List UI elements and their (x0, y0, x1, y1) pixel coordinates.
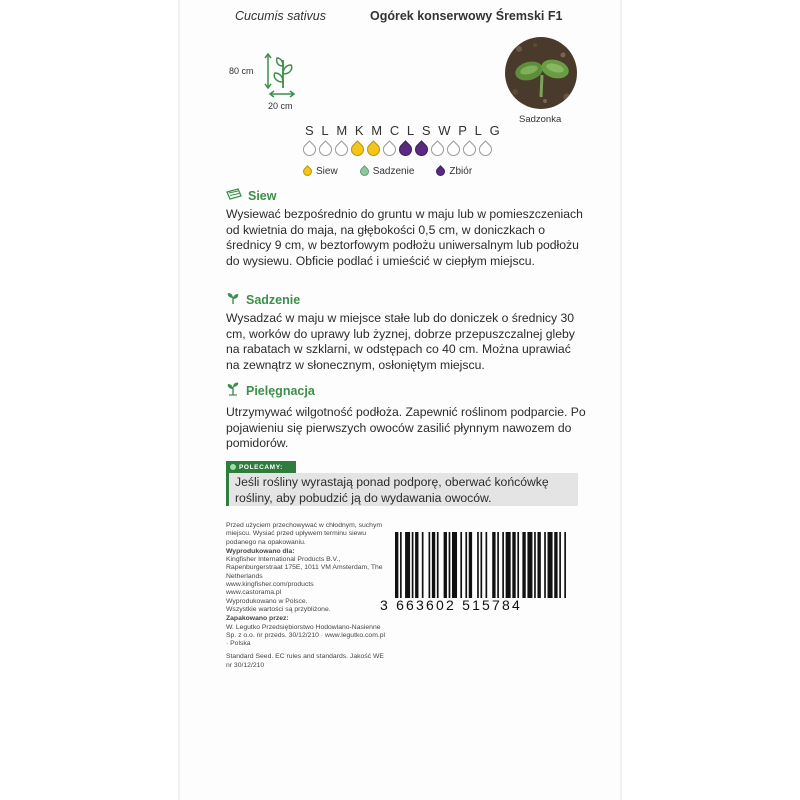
barcode-bar (527, 532, 532, 598)
month-label: G (489, 123, 500, 138)
barcode-bar (548, 532, 553, 598)
barcode-bar (492, 532, 495, 598)
packed-by-label: Zapakowano przez: (226, 615, 289, 623)
month-label: L (406, 123, 415, 138)
barcode-bar (506, 532, 511, 598)
section-sadzenie-title: Sadzenie (246, 293, 301, 307)
barcode-bar (534, 532, 536, 598)
legend-sow-label: Siew (316, 166, 338, 177)
month-label: W (438, 123, 451, 138)
barcode-bar (395, 532, 398, 598)
url-kingfisher: www.kingfisher.com/products (226, 581, 314, 589)
barcode-bar (400, 532, 402, 598)
barcode-bar (559, 532, 561, 598)
section-sadzenie (226, 292, 300, 308)
barcode-bar (502, 532, 504, 598)
photo-caption: Sadzonka (519, 114, 562, 125)
calendar-marker-sow (348, 140, 366, 158)
legend-plant (360, 166, 415, 177)
barcode-bar (497, 532, 499, 598)
section-pielegnacja-title: Pielęgnacja (246, 383, 315, 398)
barcode-bar (429, 532, 431, 598)
harvest-marker-icon (435, 165, 448, 178)
barcode-bar (537, 532, 540, 598)
calendar-marker-harvest (412, 140, 430, 158)
calendar-marker-empty (476, 140, 494, 158)
barcode-bar (486, 532, 488, 598)
calendar-marker-sow (364, 140, 382, 158)
plant-spacing-label: 20 cm (268, 101, 293, 111)
month-label: L (474, 123, 483, 138)
month-label: C (389, 123, 400, 138)
barcode-bar (554, 532, 557, 598)
section-siew (226, 188, 277, 203)
polecamy-label: POLECAMY: (239, 463, 283, 471)
care-plant-icon (226, 382, 240, 399)
barcode-bar (437, 532, 439, 598)
barcode-number: 3 663602 515784 (380, 597, 522, 613)
seedling-photo (505, 37, 577, 109)
recommend-icon (230, 464, 236, 470)
section-siew-title: Siew (248, 188, 277, 203)
barcode-bar (415, 532, 418, 598)
plant-height-label: 80 cm (229, 66, 254, 76)
month-label: L (321, 123, 329, 138)
packed-by-text: W. Legutko Przedsiębiorstwo Hodowlano-Nasienne Sp. z o.o. nr przeds. 30/12/210 · www.legutko.com.pl · Polska (226, 623, 386, 648)
calendar-marker-harvest (396, 140, 414, 158)
product-title: Ogórek konserwowy Śremski F1 (370, 9, 563, 23)
approx-note: Wszystkie wartości są przybliżone. (226, 605, 331, 613)
barcode-bar (480, 532, 482, 598)
month-label: S (421, 123, 431, 138)
barcode-bar (422, 532, 424, 598)
legend-harvest (436, 166, 472, 177)
section-siew-text: Wysiewać bezpośrednio do gruntu w maju lub w pomieszczeniach od kwietnia do maja, na głębokości 0,5 cm, w doniczkach o średnicy 9 cm, w beztorfowym podłożu uniwersalnym lub podłożu do wysiewu. Obficie podlać i umieścić w ciepłym miejscu. (226, 207, 583, 268)
month-label: S (305, 123, 314, 138)
barcode-bar (444, 532, 447, 598)
produced-for-label: Wyprodukowano dla: (226, 547, 295, 555)
storage-note: Przed użyciem przechowywać w chłodnym, suchym miejscu. Wysiać przed upływem terminu siewu podanego na opakowaniu. (226, 522, 383, 546)
fine-print (226, 522, 386, 670)
sprout-icon (226, 292, 240, 308)
produced-for-address: Kingfisher International Products B.V., Rapenburgerstraat 175E, 1011 VM Amsterdam, The Netherlands (226, 556, 383, 580)
calendar-marker-empty (332, 140, 350, 158)
calendar-marker-empty (444, 140, 462, 158)
plant-size-icon (262, 52, 302, 105)
barcode-bar (405, 532, 410, 598)
legend-harvest-label: Zbiór (449, 166, 473, 177)
made-in-note: Wyprodukowano w Polsce. (226, 597, 308, 605)
barcode-bar (477, 532, 479, 598)
polecamy-tag (226, 461, 296, 473)
section-pielegnacja (226, 382, 315, 399)
month-label: K (354, 123, 364, 138)
month-label: M (371, 123, 383, 138)
barcode-bar (517, 532, 519, 598)
section-pielegnacja-text: Utrzymywać wilgotność podłoża. Zapewnić roślinom podparcie. Po pojawieniu się pierwszych owoców zasilić płynnym nawozem do pomidorów. (226, 405, 586, 450)
legend-plant-label: Sadzenie (372, 166, 415, 177)
url-castorama: www.castorama.pl (226, 589, 282, 597)
barcode-bar (460, 532, 462, 598)
barcode-bar (564, 532, 566, 598)
latin-name: Cucumis sativus (235, 9, 326, 23)
calendar-marker-empty (316, 140, 334, 158)
month-row (305, 123, 500, 138)
calendar-marker-empty (380, 140, 398, 158)
barcode-bar (452, 532, 457, 598)
calendar-marker-empty (460, 140, 478, 158)
calendar-marker-empty (300, 140, 318, 158)
barcode-bar (465, 532, 467, 598)
barcode-bar (522, 532, 525, 598)
section-sadzenie-text: Wysadzać w maju w miejsce stałe lub do doniczek o średnicy 30 cm, worków do uprawy lub żyznej, dobrze przepuszczalnej gleby na rabatach w szklarni, w odstępach co 40 cm. Można uprawiać na zewnątrz w słonecznym, osłoniętym miejscu. (226, 311, 575, 372)
polecamy-text: Jeśli rośliny wyrastają ponad podporę, oberwać końcówkę rośliny, aby pobudzić ją do wydawania owoców. (226, 473, 578, 506)
sow-marker-icon (301, 165, 314, 178)
calendar-markers (303, 143, 492, 156)
barcode-bar (469, 532, 472, 598)
barcode-bar (412, 532, 414, 598)
calendar-legend (303, 166, 472, 177)
barcode-bar (512, 532, 515, 598)
barcode-bar (449, 532, 451, 598)
month-label: P (458, 123, 468, 138)
month-label: M (336, 123, 348, 138)
barcode-bar (544, 532, 546, 598)
barcode-bar (432, 532, 435, 598)
calendar-marker-empty (428, 140, 446, 158)
standard-note: Standard Seed. EC rules and standards. Jakość WE nr 30/12/210 (226, 653, 384, 669)
legend-sow (303, 166, 338, 177)
seed-packet-icon (226, 188, 242, 203)
barcode (395, 532, 571, 598)
plant-marker-icon (358, 165, 371, 178)
